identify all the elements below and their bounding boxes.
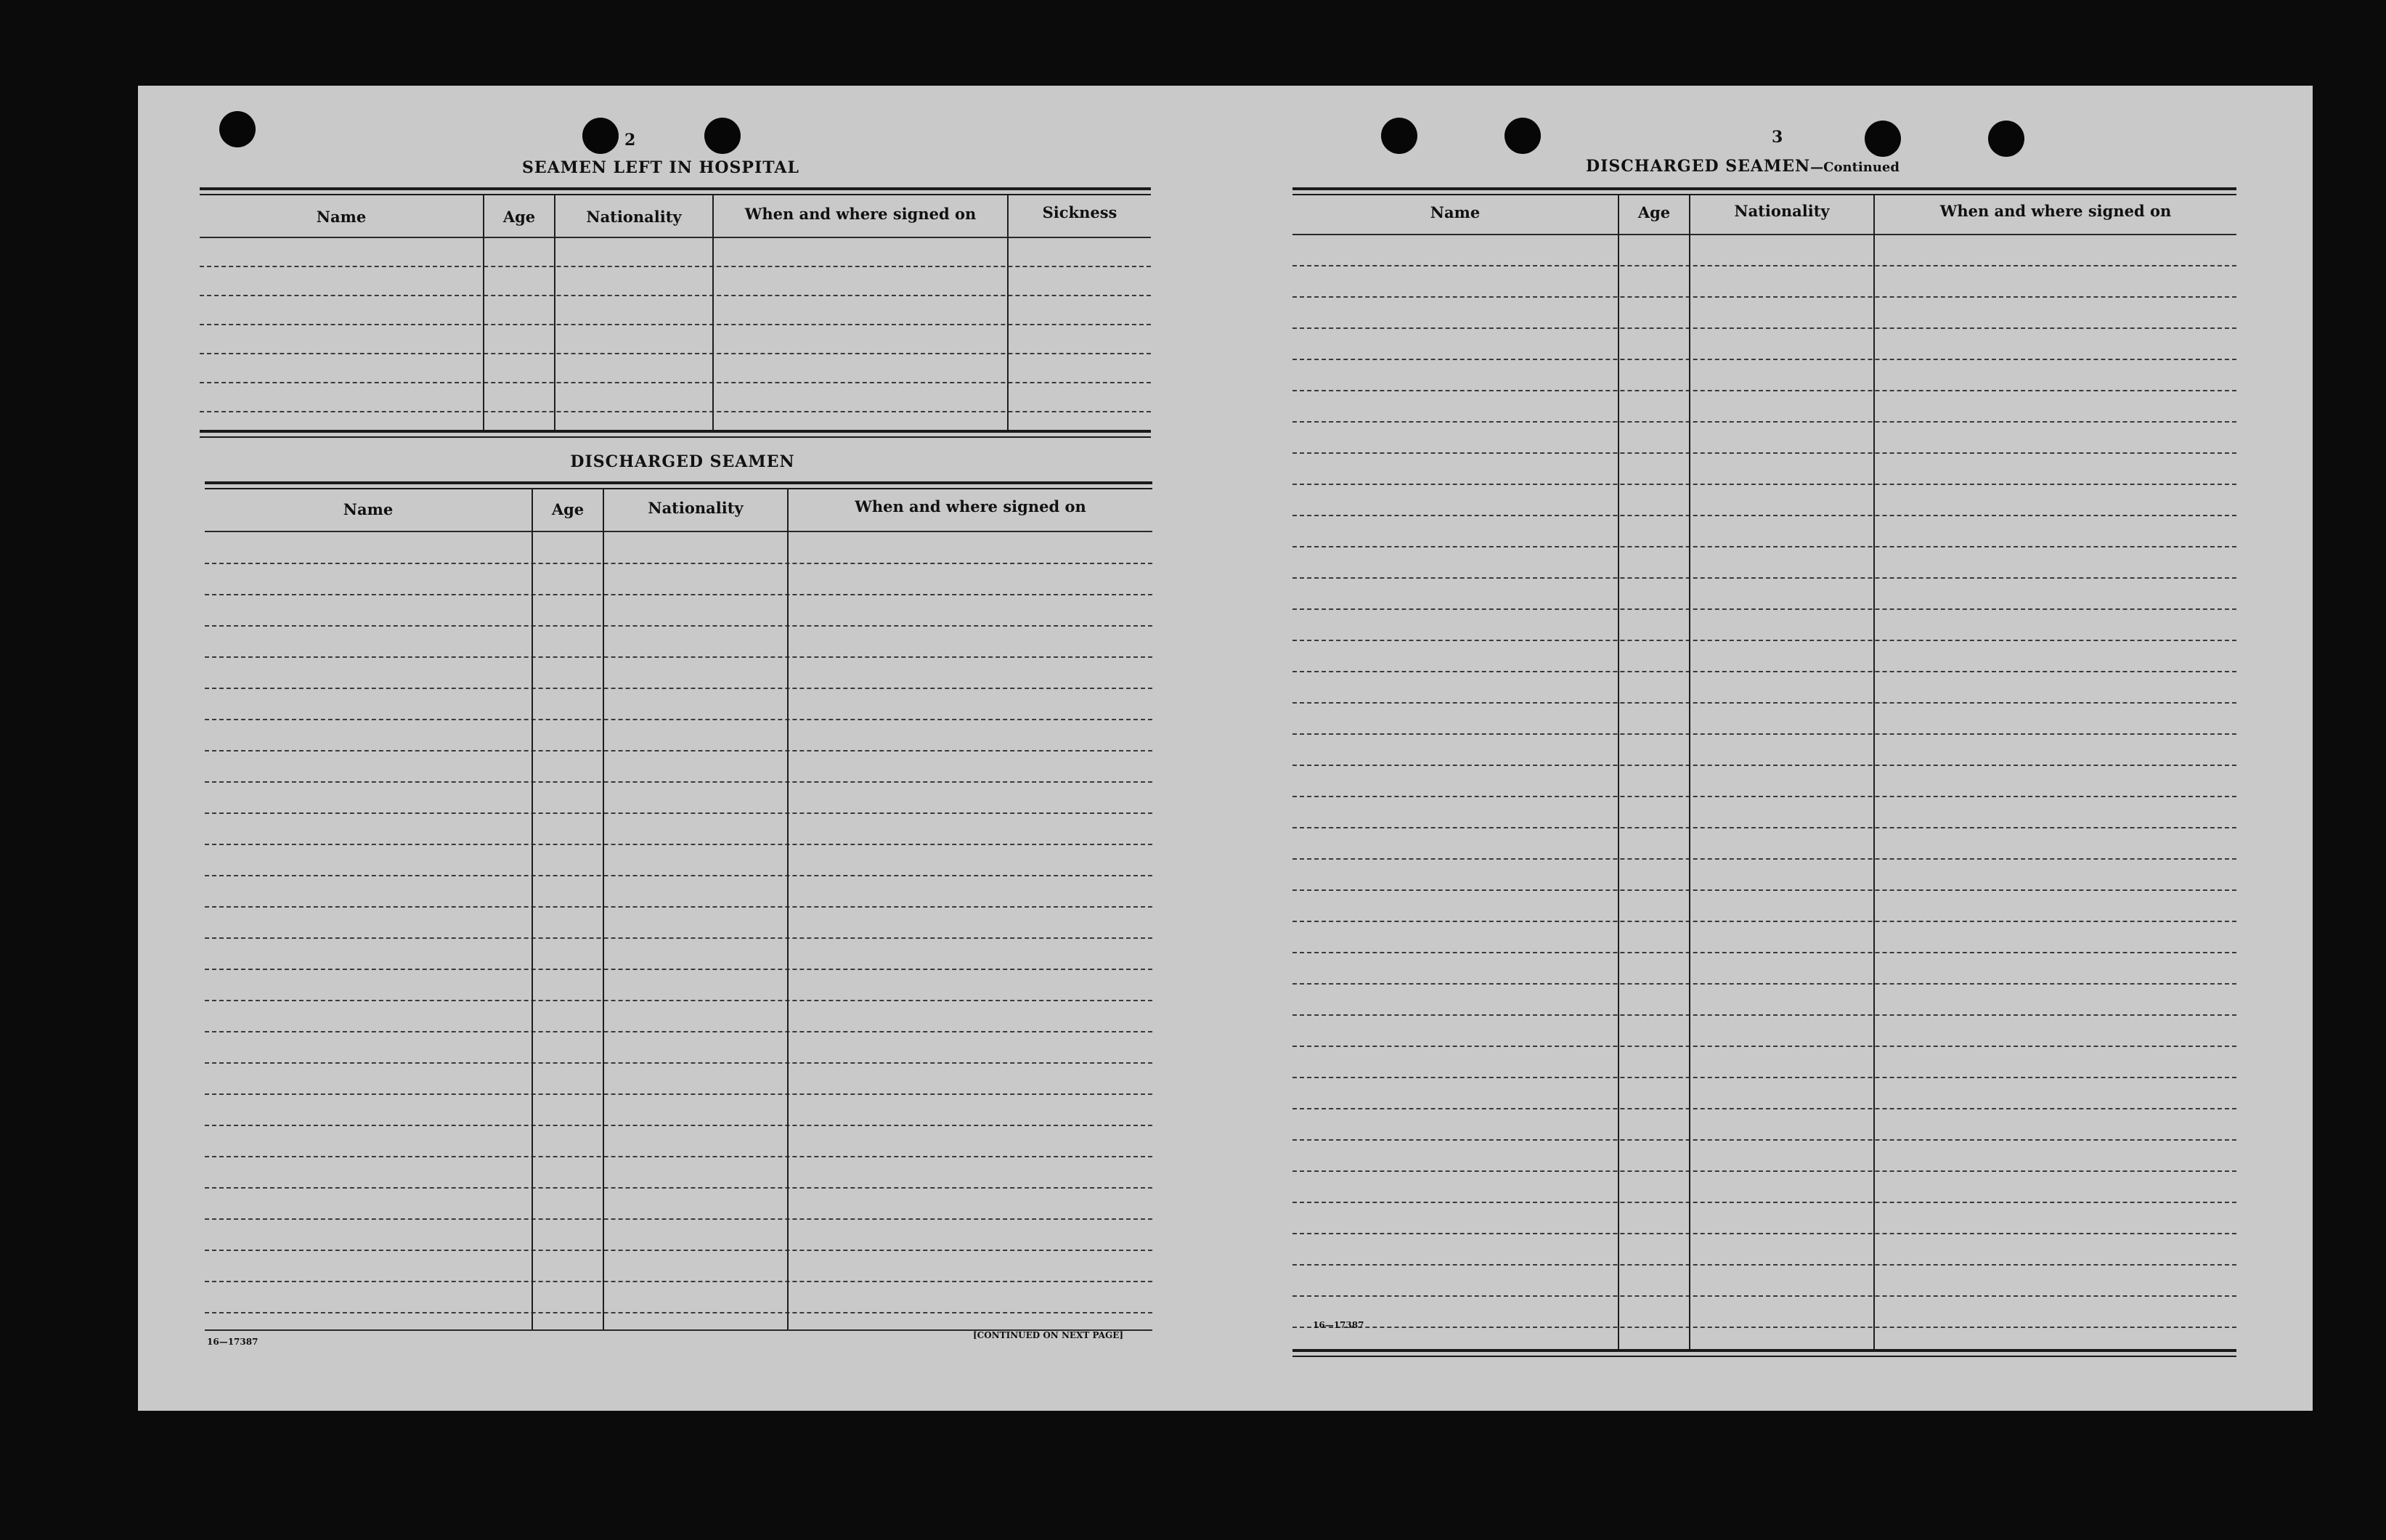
punch-hole — [1988, 121, 2024, 157]
continued-note: [CONTINUED ON NEXT PAGE] — [973, 1330, 1124, 1340]
discharged-continued-title-main: DISCHARGED SEAMEN — [1586, 157, 1811, 176]
discharged-continued-title — [1561, 157, 1924, 176]
column-header-when-where: When and where signed on — [855, 497, 1086, 516]
discharged-table — [205, 481, 1152, 1411]
column-header-name: Name — [1430, 203, 1481, 221]
hospital-section-title: SEAMEN LEFT IN HOSPITAL — [522, 158, 799, 177]
column-header-nationality: Nationality — [1734, 202, 1830, 220]
column-header-when-where: When and where signed on — [744, 205, 977, 223]
continued-suffix: —Continued — [1810, 160, 1900, 175]
page-number-left: 2 — [624, 131, 636, 150]
column-header-age: Age — [502, 208, 536, 226]
column-header-nationality: Nationality — [586, 208, 682, 226]
punch-hole — [1381, 118, 1417, 154]
column-header-name: Name — [316, 208, 367, 226]
hospital-table — [200, 187, 1151, 438]
punch-hole — [1505, 118, 1541, 154]
column-header-name: Name — [343, 500, 394, 518]
document-sheet — [138, 86, 2313, 1411]
punch-hole — [582, 118, 619, 154]
discharged-section-title: DISCHARGED SEAMEN — [570, 452, 795, 471]
form-number-right: 16—17387 — [1313, 1320, 1364, 1330]
column-header-when-where: When and where signed on — [1939, 202, 2172, 220]
punch-hole — [704, 118, 741, 154]
column-header-age: Age — [551, 500, 585, 518]
form-number-left: 16—17387 — [207, 1337, 258, 1347]
punch-hole — [1865, 121, 1901, 157]
punch-hole — [219, 111, 256, 147]
column-header-age: Age — [1637, 203, 1671, 221]
discharged-continued-table — [1292, 187, 2236, 1407]
page-number-right: 3 — [1772, 128, 1783, 147]
column-header-sickness: Sickness — [1042, 203, 1117, 221]
column-header-nationality: Nationality — [648, 499, 744, 517]
